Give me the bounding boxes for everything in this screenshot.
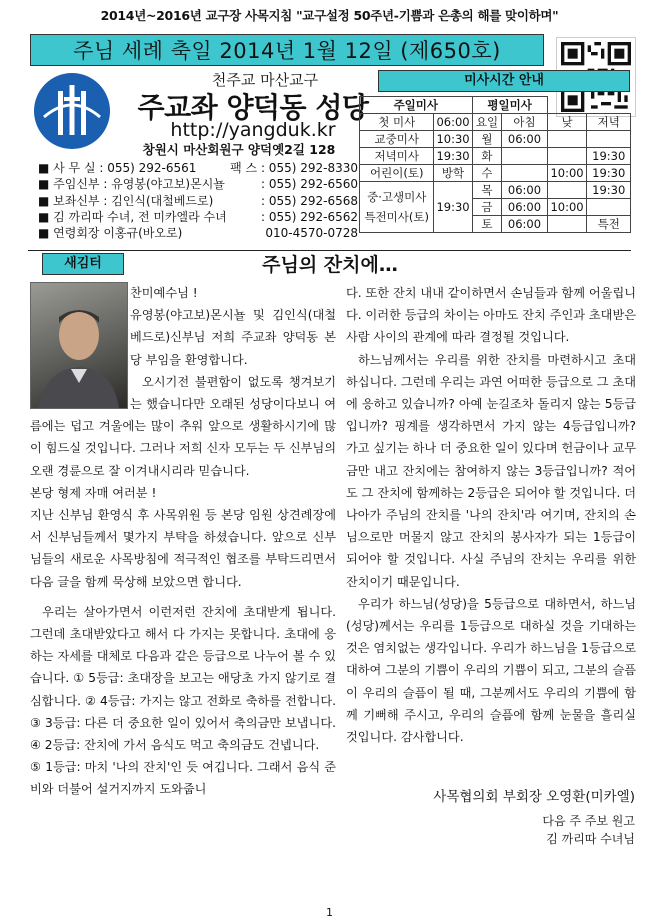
issue-title: 주님 세례 축일 2014년 1월 12일 (제650호): [73, 39, 501, 63]
table-row: 토 06:00 특전: [360, 216, 631, 233]
article-paragraph: 찬미예수님 !: [130, 286, 198, 300]
article-paragraph: 우리가 하느님(성당)을 5등급으로 대하면서, 하느님(성당)께서는 우리를 1등급으로 대하실 것을 기대하는 것은 염치없는 생각입니다. 우리가 하느님을 1등급으로 대하여 그분의 기쁨이 우리의 기쁨이 되고, 그분의 슬픔이 우리의 슬픔이 될 때, 그분께서도 우리의 기쁨에 함께 기뻐해 주시고, 우리의 슬픔에 함께 눈물을 흘리실 것입니다. 감사합니다.: [346, 596, 637, 745]
mass-schedule-table: [359, 96, 631, 233]
parish-address: 창원시 마산회원구 양덕옛2길 128: [142, 142, 336, 157]
parish-name: 주교좌 양덕동 성당: [137, 91, 369, 124]
parish-logo-icon: [34, 73, 110, 149]
article-paragraph: 다. 또한 잔치 내내 같이하면서 손님들과 함께 어울립니다. 이러한 등급의 차이는 아마도 잔치 주인과 초대받은 사람 사이의 관계에 따라 결정될 것입니다.: [346, 286, 637, 345]
article-paragraph: 지난 신부님 환영식 후 사목위원 등 본당 임원 상견례장에서 신부님들께서 몇가지 부탁을 하셨습니다. 앞으로 신부님들의 새로운 사목방침에 적극적인 협조를 부탁드리면서 다음 글을 함께 묵상해 보았으면 합니다.: [30, 508, 336, 589]
article-column-right: [346, 282, 636, 748]
table-row: 첫 미사 06:00 요일 아침 낮 저녁: [360, 114, 631, 131]
contact-row: ■ 보좌신부 : 김인식(대철베드로) : 055) 292-6568: [38, 193, 358, 208]
mass-schedule-title: 미사시간 안내: [378, 70, 630, 92]
article-paragraph: 본당 형제 자매 여러분 !: [30, 485, 157, 500]
article-paragraph: 유영봉(야고보)몬시뇰 및 김인식(대철베드로)신부님 저희 주교좌 양덕동 본당 부임을 환영합니다.: [130, 308, 336, 367]
parish-website-link[interactable]: http://yangduk.kr: [170, 119, 336, 141]
article-paragraph: 오시기전 불편함이 없도록 챙겨보기는 했습니다만 오래된 성당이다보니 여름에는 덥고 겨울에는 많이 추워 앞으로 생활하시기에 많이 힘드실 것입니다. 그러나 저희 신자 모두는 두 신부님의 오랜 경륜으로 잘 이겨내시리라 믿습니다.: [30, 374, 336, 478]
diocese-name: 천주교 마산교구: [211, 71, 319, 89]
table-row: 중·고생미사 특전미사(토) 19:30 목 06:00 19:30: [360, 182, 631, 199]
next-issue-label: 다음 주 주보 원고: [542, 814, 635, 828]
table-row: 교중미사 10:30 월 06:00: [360, 131, 631, 148]
table-row: 저녁미사 19:30 화 19:30: [360, 148, 631, 165]
issue-title-bar: [30, 34, 544, 66]
article-headline: 주님의 잔치에…: [262, 254, 398, 276]
contact-row: ■ 사 무 실 : 055) 292-6561 팩 스 : 055) 292-8330: [38, 161, 358, 175]
article-paragraph: 우리는 살아가면서 이런저런 잔치에 초대받게 됩니다. 그런데 초대받았다고 해서 다 가지는 못합니다. 초대에 응하는 자세를 대체로 다음과 같은 등급으로 나누어 볼 수 있습니다. ① 5등급: 초대장을 보고는 애당초 가지 않기로 결심합니다. ② 4등급: 가지는 않고 전화로 축하를 전합니다. ③ 3등급: 다른 더 중요한 일이 있어서 축의금만 보냅니다. ④ 2등급: 잔치에 가서 음식도 먹고 축의금도 건넵니다.: [30, 604, 336, 753]
table-row: 금 06:00 10:00: [360, 199, 631, 216]
priest-photo: [30, 282, 128, 409]
article-paragraph: ⑤ 1등급: 마치 '나의 잔치'인 듯 여깁니다. 그래서 음식 준비와 더불어 설거지까지 도와줍니: [30, 760, 336, 797]
section-tag: 새김터: [42, 253, 124, 275]
author-signature: 사목협의회 부회장 오영환(미카엘): [433, 789, 635, 805]
contact-row: ■ 김 까리따 수녀, 전 미카엘라 수녀 : 055) 292-6562: [38, 209, 358, 224]
page-number: 1: [326, 906, 333, 919]
article-paragraph: 하느님께서는 우리를 위한 잔치를 마련하시고 초대하십니다. 그런데 우리는 과연 어떠한 등급으로 그 초대에 응하고 있습니까? 아예 눈길조차 돌리지 않는 5등급입니까? 핑계를 생각하면서 가지 않는 4등급입니까? 가고 싶기는 하나 더 중요한 일이 있다며 헌금이나 교무금만 내고 잔치에는 참여하지 않는 3등급입니까? 적어도 그 잔치에 함께하는 2등급은 되어야 할 것입니다. 더 나아가 주님의 잔치를 '나의 잔치'라 여기며, 잔치의 손님으로만 머물지 않고 잔치의 봉사자가 되는 1등급이 되어야 할 것입니다. 사실 주님의 잔치는 우리를 위한 잔치이기 때문입니다.: [346, 352, 637, 589]
contact-row: ■ 연령회장 이홍규(바오로) 010-4570-0728: [38, 226, 358, 241]
table-row: 주일미사 평일미사: [360, 97, 631, 114]
next-writer: 김 까리따 수녀님: [546, 832, 635, 846]
pastoral-motto: 2014년~2016년 교구장 사목지침 "교구설정 50주년-기쁨과 은총의 해를 맞이하며": [100, 8, 559, 23]
table-row: 어린이(토) 방학 수 10:00 19:30: [360, 165, 631, 182]
contact-list: [38, 160, 358, 241]
contact-row: ■ 주임신부 : 유영봉(야고보)몬시뇰 : 055) 292-6560: [38, 177, 358, 192]
